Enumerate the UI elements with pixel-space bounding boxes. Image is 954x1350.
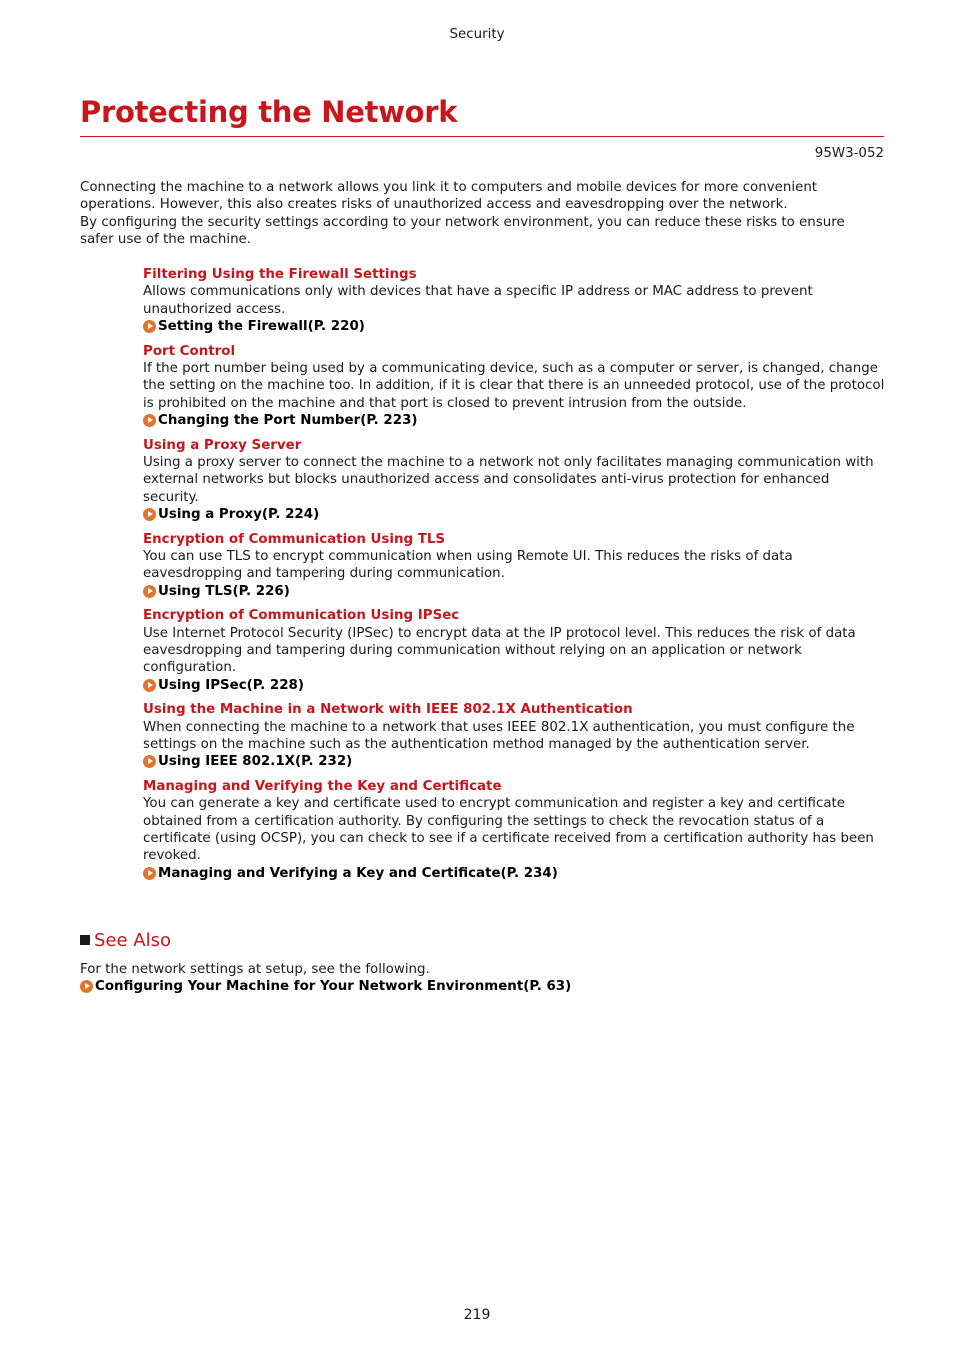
document-code: 95W3-052 (814, 146, 884, 161)
topic-heading: Using a Proxy Server (143, 437, 302, 453)
reference-link[interactable] (143, 412, 885, 429)
topic-heading: Encryption of Communication Using TLS (143, 531, 446, 547)
running-header: Security (449, 27, 505, 42)
topic-list (143, 266, 885, 889)
topic-tls (143, 531, 885, 600)
reference-link[interactable] (143, 583, 885, 600)
arrow-circle-icon (143, 679, 156, 692)
topic-proxy (143, 437, 885, 523)
see-also-section (80, 929, 880, 996)
intro-paragraph-2: By configuring the security settings according to your network environment, you can reduce these risks to ensure safer use of the machine. (80, 214, 845, 247)
topic-heading: Encryption of Communication Using IPSec (143, 608, 460, 624)
reference-link[interactable] (143, 318, 885, 335)
reference-link[interactable] (143, 865, 885, 882)
topic-port-control (143, 343, 885, 429)
arrow-circle-icon (143, 414, 156, 427)
topic-firewall (143, 266, 885, 335)
reference-link-label: Using a Proxy(P. 224) (158, 506, 320, 522)
topic-description: Use Internet Protocol Security (IPSec) to encrypt data at the IP protocol level. This reduces the risk of data eavesdropping and tampering during communication without relying on an application or network configuration. (143, 625, 856, 676)
reference-link-label: Using TLS(P. 226) (158, 583, 290, 599)
reference-link[interactable] (143, 677, 885, 694)
topic-description: Using a proxy server to connect the machine to a network not only facilitates managing communication with external networks but blocks unauthorized access and consolidates anti-virus protection for enhanced security. (143, 454, 874, 505)
reference-link-label: Using IPSec(P. 228) (158, 677, 304, 693)
topic-heading: Using the Machine in a Network with IEEE 802.1X Authentication (143, 702, 633, 718)
reference-link[interactable] (80, 978, 880, 995)
topic-description: If the port number being used by a communicating device, such as a computer or server, is changed, change the setting on the machine too. In addition, if it is clear that there is an unneeded protocol, use of the protocol is prohibited on the machine and that port is closed to prevent intrusion from the outside. (143, 360, 885, 411)
reference-link-label: Setting the Firewall(P. 220) (158, 318, 365, 334)
topic-heading: Port Control (143, 343, 236, 359)
reference-link[interactable] (143, 506, 885, 523)
intro (80, 179, 880, 248)
reference-link[interactable] (143, 753, 885, 770)
topic-key-certificate (143, 778, 885, 882)
topic-heading: Filtering Using the Firewall Settings (143, 267, 417, 282)
arrow-circle-icon (143, 508, 156, 521)
topic-description: Allows communications only with devices that have a specific IP address or MAC address to prevent unauthorized access. (143, 284, 813, 317)
page-number: 219 (463, 1307, 491, 1323)
topic-description: When connecting the machine to a network that uses IEEE 802.1X authentication, you must configure the settings on the machine such as the authentication method managed by the authentication server. (143, 719, 855, 752)
reference-link-label: Configuring Your Machine for Your Network Environment(P. 63) (95, 979, 572, 995)
intro-paragraph-1: Connecting the machine to a network allows you link it to computers and mobile devices for more convenient operations. However, this also creates risks of unauthorized access and eavesdropping over the network. (80, 180, 818, 213)
topic-ipsec (143, 607, 885, 693)
see-also-heading-label: See Also (94, 930, 172, 951)
square-bullet-icon (80, 935, 90, 945)
title-block (80, 92, 884, 137)
arrow-circle-icon (143, 585, 156, 598)
arrow-circle-icon (143, 867, 156, 880)
arrow-circle-icon (143, 755, 156, 768)
reference-link-label: Changing the Port Number(P. 223) (158, 412, 418, 428)
reference-link-label: Managing and Verifying a Key and Certificate(P. 234) (158, 865, 558, 881)
topic-heading: Managing and Verifying the Key and Certificate (143, 779, 502, 795)
topic-ieee8021x (143, 701, 885, 770)
topic-description: You can use TLS to encrypt communication when using Remote UI. This reduces the risks of data eavesdropping and tampering during communication. (143, 548, 793, 582)
see-also-heading (80, 929, 880, 953)
arrow-circle-icon (143, 320, 156, 333)
arrow-circle-icon (80, 980, 93, 993)
topic-description: You can generate a key and certificate used to encrypt communication and register a key and certificate obtained from a certification authority. By configuring the settings to check the revocation status of a certificate (using OCSP), you can check to see if a certificate received from a certification authority has been revoked. (143, 796, 874, 864)
reference-link-label: Using IEEE 802.1X(P. 232) (158, 754, 353, 770)
page-title: Protecting the Network (80, 95, 458, 129)
see-also-text: For the network settings at setup, see the following. (80, 962, 430, 977)
